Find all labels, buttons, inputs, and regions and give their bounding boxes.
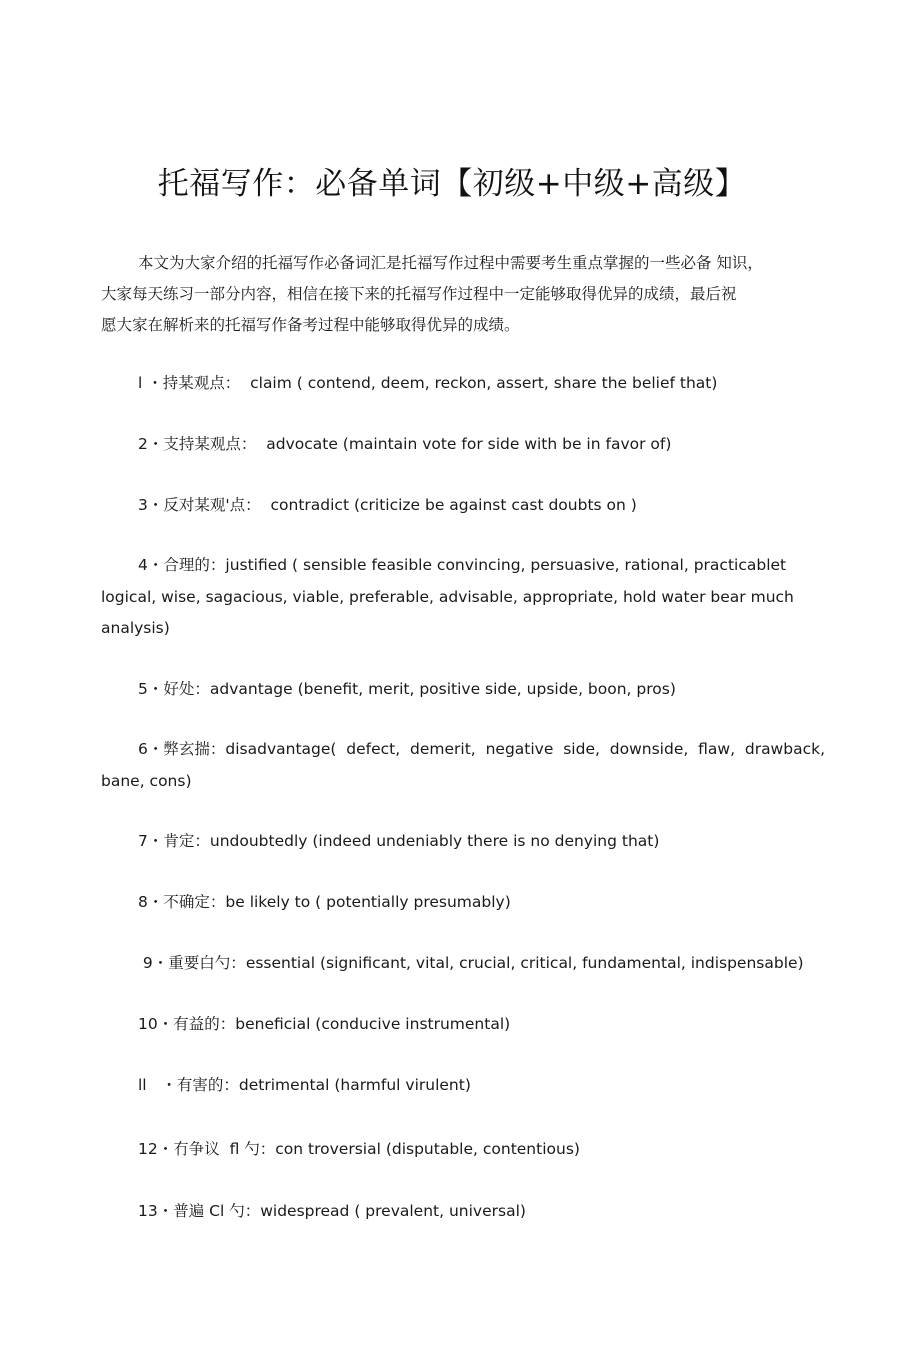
item-number: 9 xyxy=(138,954,153,972)
item-text-continued: analysis) xyxy=(101,619,170,637)
item-text: disadvantage( defect, demerit, negative side, downside, flaw, drawback, xyxy=(225,740,826,758)
item-label: ・有益的： xyxy=(157,1015,236,1033)
item-number: 4 xyxy=(138,556,148,574)
item-number: ll xyxy=(138,1076,147,1094)
item-text: undoubtedly (indeed undeniably there is no denying that) xyxy=(209,832,660,850)
item-label: ・不确定： xyxy=(147,893,226,911)
item-text-continued: bane, cons) xyxy=(101,771,192,790)
item-label: ・肯定： xyxy=(147,832,210,850)
item-number: 5 xyxy=(138,680,148,698)
item-label: ・支持某观点： xyxy=(147,435,267,453)
intro-paragraph xyxy=(101,248,841,341)
item-number: l xyxy=(138,374,143,392)
vocab-item-12 xyxy=(101,1134,826,1166)
item-number: 8 xyxy=(138,893,148,911)
vocab-item-8 xyxy=(101,887,826,919)
vocab-item-4 xyxy=(101,550,826,645)
intro-line-1: 本文为大家介绍的托福写作必备词汇是托福写作过程中需要考生重点掌握的一些必备 知识， xyxy=(138,254,763,272)
item-label: ・弊玄揣： xyxy=(147,740,226,758)
item-label: ・重要白勺： xyxy=(152,954,246,972)
vocab-item-9 xyxy=(101,948,826,980)
item-text: be likely to ( potentially presumably) xyxy=(225,893,511,911)
vocab-item-13 xyxy=(101,1196,826,1228)
item-label: ・合理的： xyxy=(147,556,226,574)
item-text: contradict (criticize be against cast doubts on ) xyxy=(270,496,637,514)
item-label: ・反对某观'点： xyxy=(147,496,271,514)
vocab-item-7 xyxy=(101,826,826,858)
item-number: 13 xyxy=(138,1202,158,1220)
intro-line-3: 愿大家在解析来的托福写作备考过程中能够取得优异的成绩。 xyxy=(101,316,520,334)
item-number: 7 xyxy=(138,832,148,850)
item-text: beneficial (conducive instrumental) xyxy=(235,1015,511,1033)
vocab-item-11 xyxy=(101,1070,826,1102)
item-number: 6 xyxy=(138,740,148,758)
item-label: ・普遍 Cl 勺： xyxy=(157,1202,261,1220)
item-text: claim ( contend, deem, reckon, assert, share the belief that) xyxy=(250,374,718,392)
item-number: 2 xyxy=(138,435,148,453)
vocab-item-6 xyxy=(101,734,826,797)
vocab-item-3 xyxy=(101,490,826,522)
vocab-item-5 xyxy=(101,674,826,706)
item-text: detrimental (harmful virulent) xyxy=(238,1076,471,1094)
page-title: 托福写作：必备单词【初级+中级+高级】 xyxy=(157,166,747,202)
item-text: con troversial (disputable, contentious) xyxy=(275,1140,580,1158)
vocab-item-10 xyxy=(101,1009,826,1041)
item-label: ・持某观点： xyxy=(142,374,251,392)
vocab-item-2 xyxy=(101,429,826,461)
item-label: ・冇争议 fl 勺： xyxy=(157,1140,276,1158)
item-text: advantage (benefit, merit, positive side, upside, boon, pros) xyxy=(209,680,676,698)
vocab-item-1 xyxy=(101,368,826,400)
item-text-continued: logical, wise, sagacious, viable, preferable, advisable, appropriate, hold water bear much xyxy=(101,587,794,606)
item-label: ・有害的： xyxy=(146,1076,239,1094)
item-text: essential (significant, vital, crucial, critical, fundamental, indispensable) xyxy=(245,954,804,972)
item-label: ・好处： xyxy=(147,680,210,698)
intro-line-2: 大家每天练习一部分内容，相信在接下来的托福写作过程中一定能够取得优异的成绩，最后祝 xyxy=(101,285,737,303)
item-number: 3 xyxy=(138,496,148,514)
item-text: advocate (maintain vote for side with be in favor of) xyxy=(266,435,672,453)
item-number: 12 xyxy=(138,1140,158,1158)
item-number: 10 xyxy=(138,1015,158,1033)
item-text: justified ( sensible feasible convincing, persuasive, rational, practicablet xyxy=(225,556,787,574)
item-text: widespread ( prevalent, universal) xyxy=(260,1202,526,1220)
